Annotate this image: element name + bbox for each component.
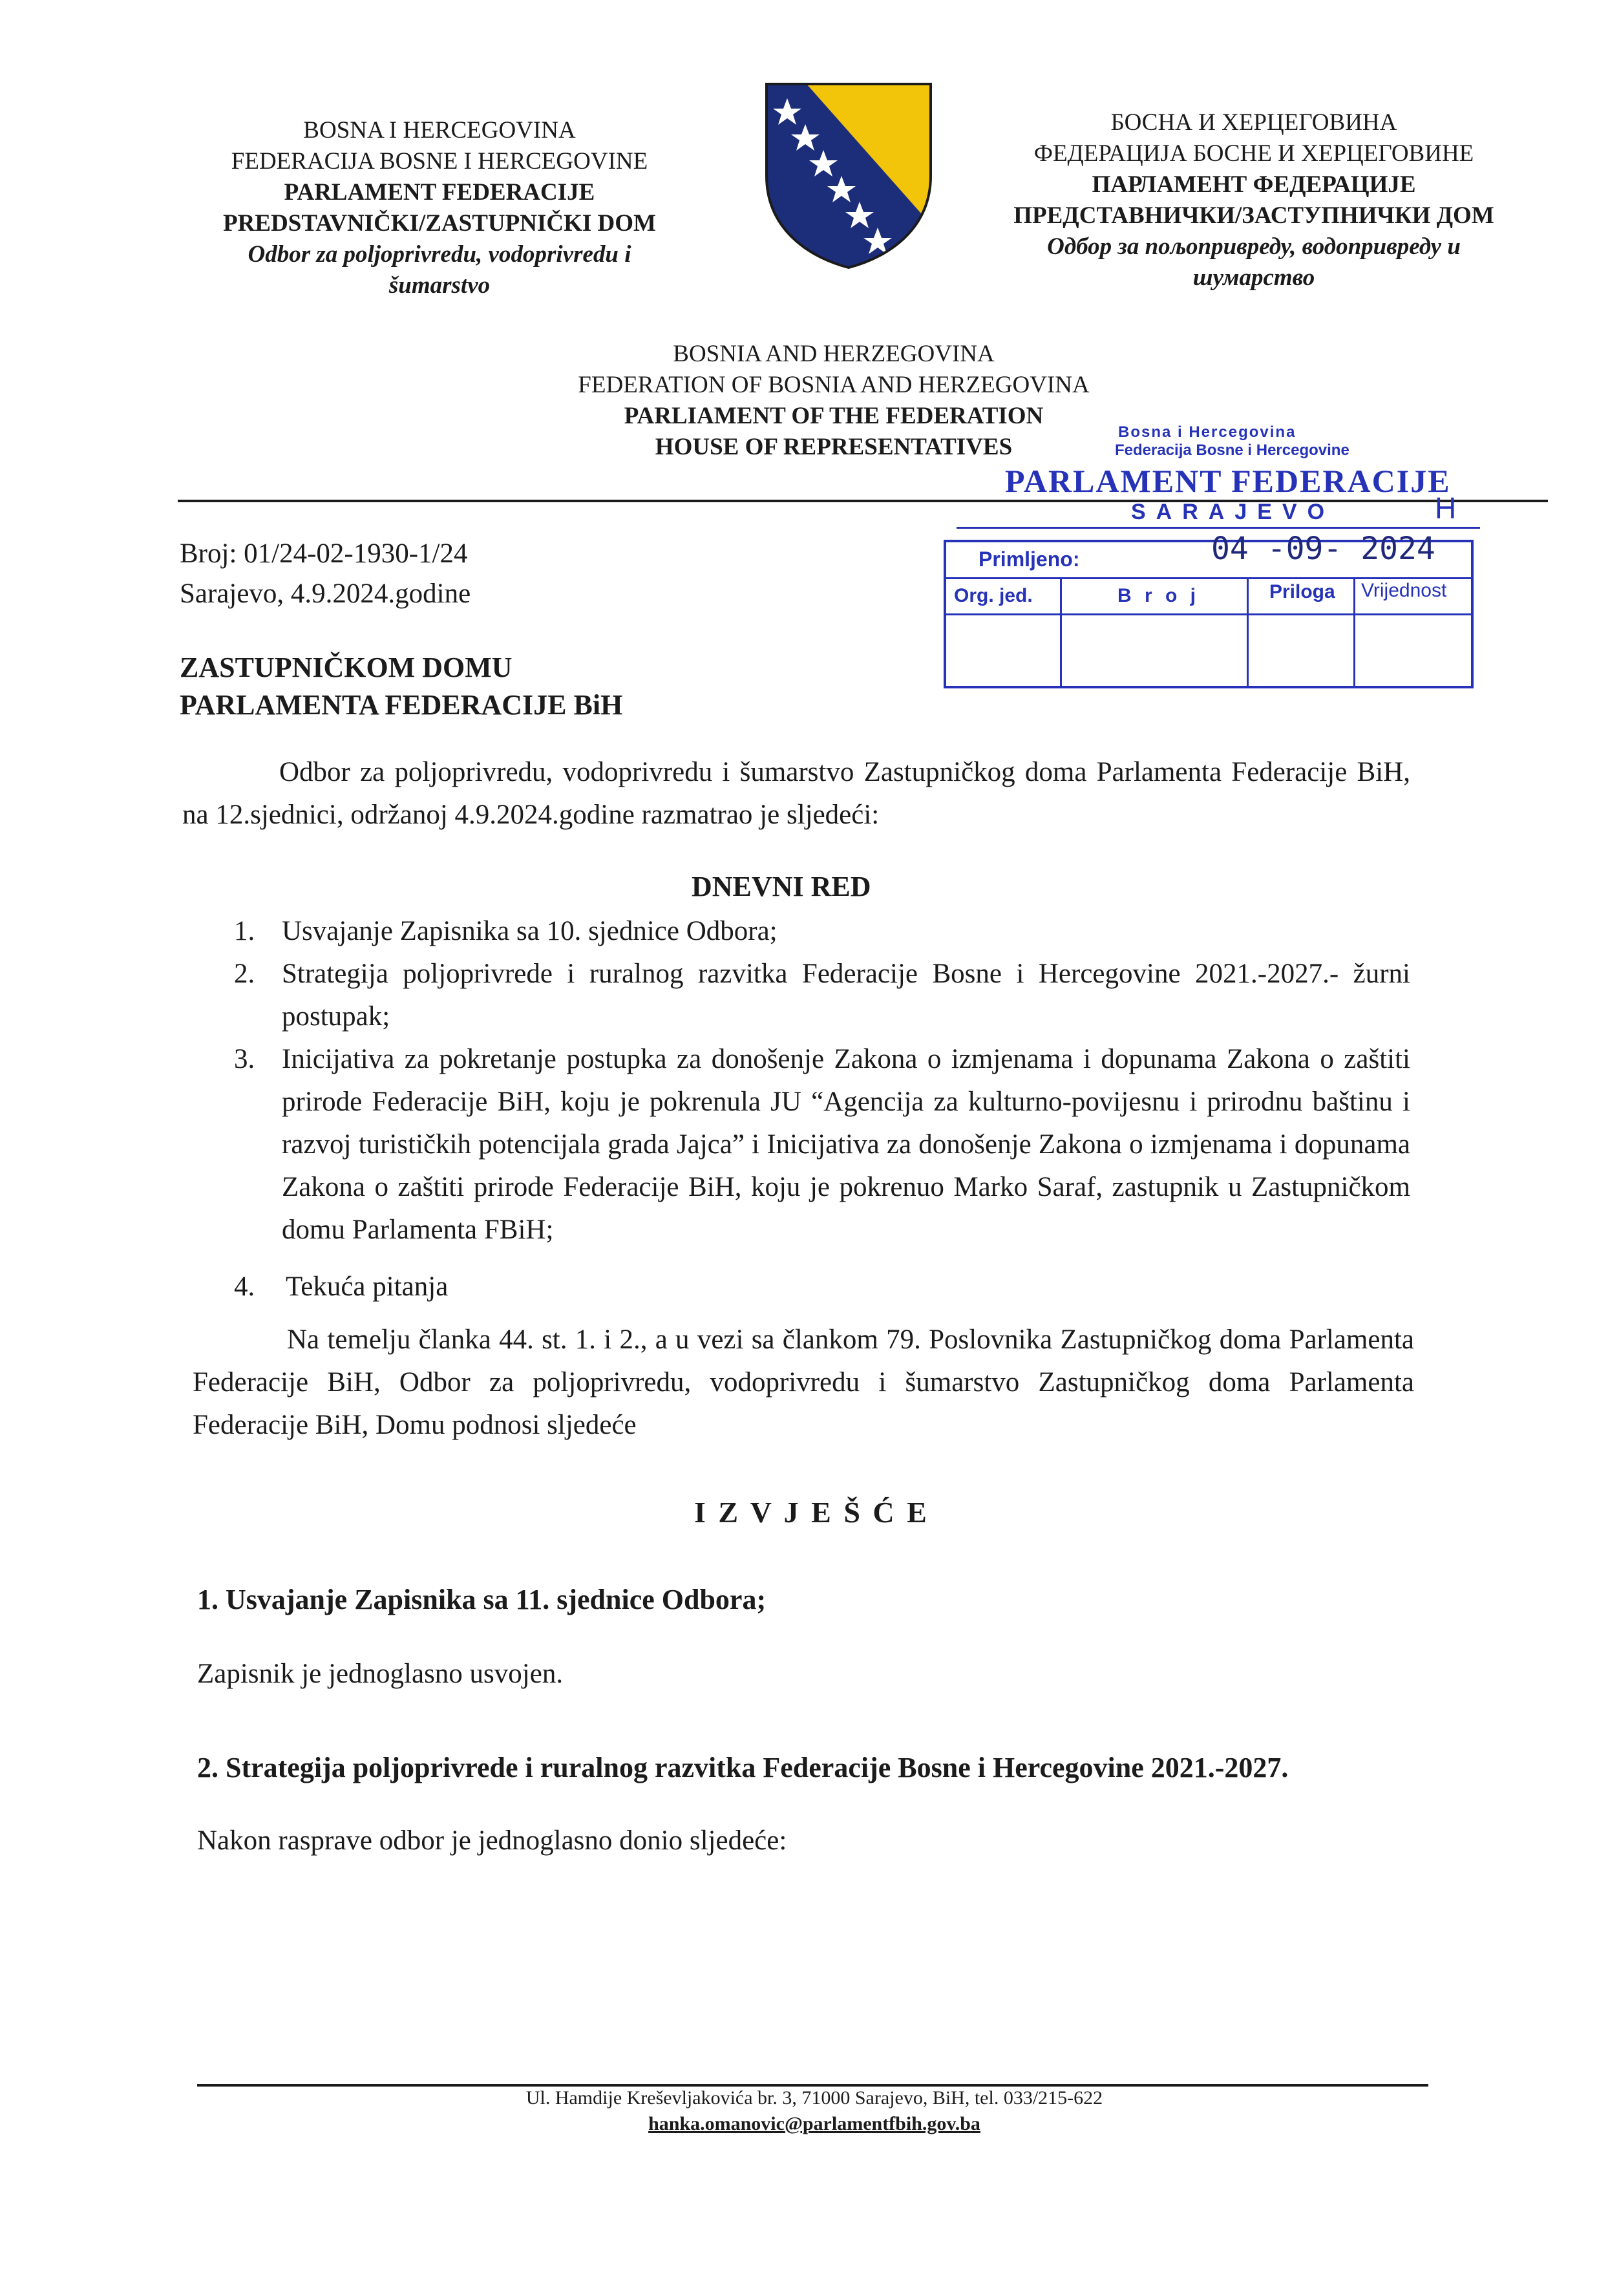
header-right xyxy=(969,107,1538,293)
stamp-line-1: Bosna i Hercegovina xyxy=(1118,423,1296,441)
footer-block xyxy=(362,2085,1267,2137)
stamp-col-org: Org. jed. xyxy=(954,585,1033,606)
header-left-line: FEDERACIJA BOSNE I HERCEGOVINE xyxy=(231,148,648,175)
stamp-received-label: Primljeno: xyxy=(979,547,1080,571)
header-right-line: ПРЕДСТАВНИЧКИ/ЗАСТУПНИЧКИ ДОМ xyxy=(1013,202,1494,229)
header-center-line: FEDERATION OF BOSNIA AND HERZEGOVINA xyxy=(578,372,1090,398)
section-heading: 1. Usvajanje Zapisnika sa 11. sjednice Odbora; xyxy=(197,1584,767,1615)
stamp-row-rule xyxy=(946,577,1471,579)
stamp-col-divider xyxy=(1247,577,1249,686)
reference-number: Broj: 01/24-02-1930-1/24 xyxy=(180,538,468,569)
header-center-line: HOUSE OF REPRESENTATIVES xyxy=(655,434,1013,460)
footer-address: Ul. Hamdije Kreševljakovića br. 3, 71000 Sarajevo, BiH, tel. 033/215-622 xyxy=(525,2087,1103,2109)
section-heading: 2. Strategija poljoprivrede i ruralnog razvitka Federacije Bosne i Hercegovine 2021.-2027. xyxy=(197,1752,1289,1783)
header-left xyxy=(175,115,704,301)
header-left-line: PREDSTAVNIČKI/ZASTUPNIČKI DOM xyxy=(223,210,656,237)
recipient-line: ZASTUPNIČKOM DOMU xyxy=(180,652,513,683)
stamp-col-priloga: Priloga xyxy=(1269,581,1335,602)
stamp-row-rule xyxy=(946,613,1471,615)
agenda-title: DNEVNI RED xyxy=(692,871,871,902)
reference-block xyxy=(180,534,632,614)
header-right-line: ФЕДЕРАЦИЈА БОСНЕ И ХЕРЦЕГОВИНЕ xyxy=(1033,140,1474,167)
stamp-city: SARAJEVO xyxy=(1131,500,1335,524)
header-right-line: ПАРЛАМЕНТ ФЕДЕРАЦИЈЕ xyxy=(1092,171,1416,198)
header-right-line: Одбор за пољопривреду, водопривреду и xyxy=(1047,233,1461,260)
header-left-line: BOSNA I HERCEGOVINA xyxy=(303,117,576,144)
recipient-block xyxy=(180,649,826,724)
header-left-line: šumarstvo xyxy=(388,272,491,299)
section-text: Zapisnik je jednoglasno usvojen. xyxy=(197,1659,564,1689)
agenda-item-text: Strategija poljoprivrede i ruralnog razvitka Federacije Bosne i Hercegovine 2021.-2027.- žurni postupak; xyxy=(282,959,1410,1032)
header-right-line: шумарство xyxy=(1192,264,1315,291)
stamp-col-vrijednost: Vrijednost xyxy=(1361,580,1447,601)
header-left-line: Odbor za poljoprivredu, vodoprivredu i xyxy=(248,241,631,268)
section-text: Nakon rasprave odbor je jednoglasno donio sljedeće: xyxy=(197,1825,787,1856)
agenda-item-number: 3. xyxy=(234,1044,255,1074)
reference-date: Sarajevo, 4.9.2024.godine xyxy=(180,579,471,609)
header-right-line: БОСНА И ХЕРЦЕГОВИНА xyxy=(1110,109,1397,136)
report-title: I Z V J E Š Ć E xyxy=(694,1496,929,1529)
header-center-line: PARLIAMENT OF THE FEDERATION xyxy=(624,403,1044,429)
recipient-line: PARLAMENTA FEDERACIJE BiH xyxy=(180,689,623,721)
stamp-line-2: Federacija Bosne i Hercegovine xyxy=(1115,441,1349,459)
agenda-item-text: Usvajanje Zapisnika sa 10. sjednice Odbora; xyxy=(282,916,778,946)
stamp-received-date: 04 -09- 2024 xyxy=(1211,531,1435,567)
stamp-line-3: PARLAMENT FEDERACIJE xyxy=(1005,463,1451,499)
agenda-item-number: 2. xyxy=(234,959,255,989)
basis-paragraph: Na temelju članka 44. st. 1. i 2., a u vezi sa člankom 79. Poslovnika Zastupničkog doma Parlamenta Federacije BiH, Odbor za poljoprivredu, vodoprivredu i šumarstvo Zastupničkog doma Parlamenta Federacije BiH, Domu podnosi sljedeće xyxy=(193,1324,1414,1440)
agenda-item-text: Tekuća pitanja xyxy=(286,1271,449,1302)
stamp-grid xyxy=(944,531,1474,688)
stamp-col-divider xyxy=(1060,577,1062,686)
agenda-item-number: 1. xyxy=(234,916,255,946)
stamp-mark: H xyxy=(1435,491,1457,525)
header-center-line: BOSNIA AND HERZEGOVINA xyxy=(673,341,995,367)
coat-of-arms xyxy=(761,79,936,271)
header-left-line: PARLAMENT FEDERACIJE xyxy=(284,179,595,206)
stamp-col-divider xyxy=(1353,577,1355,686)
received-stamp xyxy=(944,423,1487,695)
footer-email[interactable]: hanka.omanovic@parlamentfbih.gov.ba xyxy=(648,2113,980,2134)
intro-paragraph: Odbor za poljoprivredu, vodoprivredu i šumarstvo Zastupničkog doma Parlamenta Federacije BiH, na 12.sjednici, održanoj 4.9.2024.godine razmatrao je sljedeći: xyxy=(182,757,1410,830)
agenda-item-number: 4. xyxy=(234,1271,255,1302)
stamp-rule xyxy=(957,527,1480,529)
stamp-col-broj: B r o j xyxy=(1117,585,1200,606)
agenda-item-text: Inicijativa za pokretanje postupka za donošenje Zakona o izmjenama i dopunama Zakona o zaštiti prirode Federacije BiH, koju je pokrenula JU “Agencija za kulturno-povijesnu i prirodnu baštinu i razvoj turističkih potencijala grada Jajca” i Inicijativa za donošenje Zakona o izmjenama i dopunama Zakona o zaštiti prirode Federacije BiH, koju je pokrenuo Marko Saraf, zastupnik u Zastupničkom domu Parlamenta FBiH; xyxy=(282,1044,1410,1245)
